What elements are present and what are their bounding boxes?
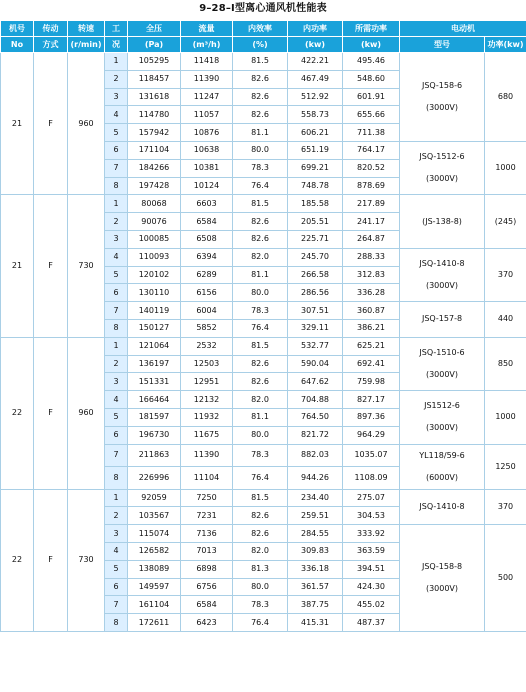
cell-efficiency: 81.5	[233, 195, 288, 213]
header-no: 机号	[1, 21, 34, 37]
cell-required-power: 1035.07	[343, 444, 400, 467]
cell-internal-power: 647.62	[288, 373, 343, 391]
cell-required-power: 964.29	[343, 426, 400, 444]
cell-flow: 11104	[181, 467, 233, 490]
cell-internal-power: 329.11	[288, 319, 343, 337]
cell-pressure: 157942	[128, 124, 181, 142]
cell-required-power: 275.07	[343, 489, 400, 507]
cell-pressure: 140119	[128, 302, 181, 320]
cell-flow: 12132	[181, 391, 233, 409]
cell-internal-power: 307.51	[288, 302, 343, 320]
cell-case: 7	[105, 596, 128, 614]
cell-efficiency: 82.6	[233, 88, 288, 106]
cell-efficiency: 82.6	[233, 106, 288, 124]
header-motor-model: 型号	[400, 37, 485, 53]
motor-model-line: (3000V)	[425, 369, 459, 379]
cell-efficiency: 82.6	[233, 507, 288, 525]
cell-required-power: 304.53	[343, 507, 400, 525]
cell-efficiency: 82.6	[233, 70, 288, 88]
cell-case: 5	[105, 124, 128, 142]
cell-efficiency: 76.4	[233, 614, 288, 632]
group-speed: 960	[68, 53, 105, 195]
cell-pressure: 150127	[128, 319, 181, 337]
cell-efficiency: 80.0	[233, 284, 288, 302]
group-drive: F	[34, 195, 68, 337]
header-no-unit: No	[1, 37, 34, 53]
cell-required-power: 827.17	[343, 391, 400, 409]
cell-efficiency: 78.3	[233, 159, 288, 177]
cell-case: 6	[105, 578, 128, 596]
cell-internal-power: 704.88	[288, 391, 343, 409]
cell-flow: 11932	[181, 408, 233, 426]
motor-model	[400, 248, 485, 301]
cell-pressure: 197428	[128, 177, 181, 195]
header-pressure: 全压	[128, 21, 181, 37]
header-speed: 转速	[68, 21, 105, 37]
cell-internal-power: 387.75	[288, 596, 343, 614]
cell-pressure: 105295	[128, 53, 181, 71]
motor-model-line: (3000V)	[425, 174, 459, 184]
cell-case: 3	[105, 373, 128, 391]
cell-internal-power: 651.19	[288, 141, 343, 159]
motor-model-line: (3000V)	[425, 102, 459, 112]
cell-pressure: 161104	[128, 596, 181, 614]
cell-internal-power: 590.04	[288, 355, 343, 373]
cell-case: 4	[105, 542, 128, 560]
motor-power: 1000	[485, 391, 526, 444]
cell-flow: 11418	[181, 53, 233, 71]
motor-model-line: JSQ-1410-8	[419, 501, 465, 511]
motor-model-line: JSQ-1510-6	[419, 347, 465, 357]
cell-required-power: 360.87	[343, 302, 400, 320]
cell-case: 6	[105, 284, 128, 302]
motor-model	[400, 489, 485, 525]
cell-flow: 7250	[181, 489, 233, 507]
cell-case: 4	[105, 248, 128, 266]
motor-power: 1250	[485, 444, 526, 489]
cell-efficiency: 81.1	[233, 124, 288, 142]
cell-required-power: 820.52	[343, 159, 400, 177]
cell-case: 5	[105, 266, 128, 284]
cell-flow: 6603	[181, 195, 233, 213]
header-internal-power: 内功率	[288, 21, 343, 37]
cell-flow: 11390	[181, 444, 233, 467]
cell-pressure: 103567	[128, 507, 181, 525]
cell-flow: 6584	[181, 213, 233, 231]
cell-required-power: 711.38	[343, 124, 400, 142]
cell-pressure: 115074	[128, 525, 181, 543]
cell-efficiency: 82.6	[233, 213, 288, 231]
cell-efficiency: 80.0	[233, 141, 288, 159]
cell-required-power: 424.30	[343, 578, 400, 596]
cell-flow: 7013	[181, 542, 233, 560]
cell-flow: 7136	[181, 525, 233, 543]
cell-pressure: 166464	[128, 391, 181, 409]
cell-required-power: 897.36	[343, 408, 400, 426]
motor-power: 440	[485, 302, 526, 338]
cell-pressure: 171104	[128, 141, 181, 159]
cell-case: 1	[105, 53, 128, 71]
cell-flow: 10876	[181, 124, 233, 142]
header-flow-unit: (m³/h)	[181, 37, 233, 53]
cell-pressure: 131618	[128, 88, 181, 106]
cell-case: 2	[105, 70, 128, 88]
cell-required-power: 548.60	[343, 70, 400, 88]
cell-flow: 10638	[181, 141, 233, 159]
cell-internal-power: 234.40	[288, 489, 343, 507]
cell-pressure: 118457	[128, 70, 181, 88]
table-row	[1, 53, 526, 71]
cell-case: 4	[105, 106, 128, 124]
cell-pressure: 90076	[128, 213, 181, 231]
cell-internal-power: 185.58	[288, 195, 343, 213]
cell-required-power: 878.69	[343, 177, 400, 195]
header-motor: 电动机	[400, 21, 526, 37]
cell-pressure: 121064	[128, 337, 181, 355]
cell-efficiency: 81.1	[233, 266, 288, 284]
motor-model	[400, 141, 485, 194]
cell-flow: 5852	[181, 319, 233, 337]
cell-required-power: 692.41	[343, 355, 400, 373]
cell-required-power: 495.46	[343, 53, 400, 71]
cell-flow: 2532	[181, 337, 233, 355]
cell-flow: 10124	[181, 177, 233, 195]
cell-efficiency: 81.1	[233, 408, 288, 426]
cell-internal-power: 467.49	[288, 70, 343, 88]
motor-model-line: (3000V)	[425, 584, 459, 594]
cell-required-power: 217.89	[343, 195, 400, 213]
cell-internal-power: 286.56	[288, 284, 343, 302]
cell-internal-power: 821.72	[288, 426, 343, 444]
cell-flow: 6584	[181, 596, 233, 614]
cell-efficiency: 81.5	[233, 337, 288, 355]
table-body	[1, 53, 526, 632]
cell-efficiency: 82.6	[233, 355, 288, 373]
group-speed: 730	[68, 489, 105, 631]
cell-required-power: 363.59	[343, 542, 400, 560]
cell-case: 1	[105, 195, 128, 213]
cell-flow: 6289	[181, 266, 233, 284]
cell-internal-power: 309.83	[288, 542, 343, 560]
cell-required-power: 764.17	[343, 141, 400, 159]
motor-power: 500	[485, 525, 526, 632]
cell-required-power: 333.92	[343, 525, 400, 543]
cell-required-power: 1108.09	[343, 467, 400, 490]
cell-internal-power: 225.71	[288, 230, 343, 248]
motor-model-line: JSQ-158-8	[421, 562, 463, 572]
cell-pressure: 226996	[128, 467, 181, 490]
motor-power: 1000	[485, 141, 526, 194]
cell-required-power: 601.91	[343, 88, 400, 106]
cell-pressure: 211863	[128, 444, 181, 467]
cell-pressure: 196730	[128, 426, 181, 444]
cell-internal-power: 558.73	[288, 106, 343, 124]
cell-flow: 11247	[181, 88, 233, 106]
group-no: 22	[1, 489, 34, 631]
cell-efficiency: 80.0	[233, 426, 288, 444]
cell-required-power: 625.21	[343, 337, 400, 355]
motor-model-line: JSQ-1410-8	[419, 258, 465, 268]
table-row	[1, 195, 526, 213]
cell-pressure: 138089	[128, 560, 181, 578]
header-pressure-unit: (Pa)	[128, 37, 181, 53]
cell-flow: 11675	[181, 426, 233, 444]
cell-required-power: 312.83	[343, 266, 400, 284]
motor-model-line: (3000V)	[425, 280, 459, 290]
motor-model-line: (3000V)	[425, 423, 459, 433]
cell-internal-power: 205.51	[288, 213, 343, 231]
cell-flow: 6756	[181, 578, 233, 596]
cell-case: 3	[105, 88, 128, 106]
cell-efficiency: 82.0	[233, 542, 288, 560]
cell-case: 8	[105, 319, 128, 337]
cell-flow: 6423	[181, 614, 233, 632]
header-case-unit: 况	[105, 37, 128, 53]
motor-model	[400, 525, 485, 632]
cell-internal-power: 748.78	[288, 177, 343, 195]
cell-efficiency: 81.5	[233, 53, 288, 71]
cell-flow: 6394	[181, 248, 233, 266]
cell-flow: 11057	[181, 106, 233, 124]
cell-case: 1	[105, 337, 128, 355]
cell-pressure: 184266	[128, 159, 181, 177]
cell-case: 2	[105, 213, 128, 231]
cell-pressure: 126582	[128, 542, 181, 560]
cell-internal-power: 266.58	[288, 266, 343, 284]
cell-efficiency: 78.3	[233, 302, 288, 320]
header-efficiency: 内效率	[233, 21, 288, 37]
cell-efficiency: 82.0	[233, 391, 288, 409]
cell-internal-power: 245.70	[288, 248, 343, 266]
cell-required-power: 655.66	[343, 106, 400, 124]
cell-internal-power: 944.26	[288, 467, 343, 490]
cell-internal-power: 699.21	[288, 159, 343, 177]
header-required-power: 所需功率	[343, 21, 400, 37]
motor-model-line: JSQ-157-8	[421, 314, 463, 324]
cell-efficiency: 78.3	[233, 444, 288, 467]
motor-model	[400, 444, 485, 489]
header-internal-power-unit: (kw)	[288, 37, 343, 53]
cell-required-power: 336.28	[343, 284, 400, 302]
table-header	[1, 21, 526, 53]
cell-efficiency: 81.3	[233, 560, 288, 578]
motor-model	[400, 302, 485, 338]
cell-flow: 12503	[181, 355, 233, 373]
cell-pressure: 181597	[128, 408, 181, 426]
cell-pressure: 114780	[128, 106, 181, 124]
cell-internal-power: 415.31	[288, 614, 343, 632]
cell-efficiency: 80.0	[233, 578, 288, 596]
cell-pressure: 130110	[128, 284, 181, 302]
cell-internal-power: 336.18	[288, 560, 343, 578]
cell-efficiency: 76.4	[233, 467, 288, 490]
cell-case: 8	[105, 177, 128, 195]
table-title: 9–28–Ⅰ型离心通风机性能表	[199, 3, 327, 14]
cell-efficiency: 82.0	[233, 248, 288, 266]
cell-case: 8	[105, 614, 128, 632]
header-drive: 传动	[34, 21, 68, 37]
cell-pressure: 80068	[128, 195, 181, 213]
cell-required-power: 241.17	[343, 213, 400, 231]
table-row	[1, 337, 526, 355]
group-no: 21	[1, 195, 34, 337]
motor-model	[400, 391, 485, 444]
motor-power: 370	[485, 248, 526, 301]
cell-case: 1	[105, 489, 128, 507]
cell-flow: 6004	[181, 302, 233, 320]
motor-model	[400, 53, 485, 142]
cell-efficiency: 76.4	[233, 177, 288, 195]
header-flow: 流量	[181, 21, 233, 37]
group-drive: F	[34, 337, 68, 489]
cell-efficiency: 78.3	[233, 596, 288, 614]
motor-power: 370	[485, 489, 526, 525]
cell-case: 3	[105, 525, 128, 543]
cell-required-power: 288.33	[343, 248, 400, 266]
cell-required-power: 264.87	[343, 230, 400, 248]
motor-power: 680	[485, 53, 526, 142]
cell-internal-power: 764.50	[288, 408, 343, 426]
cell-required-power: 386.21	[343, 319, 400, 337]
cell-case: 5	[105, 560, 128, 578]
motor-model-line: JSQ-1512-6	[419, 152, 465, 162]
cell-internal-power: 606.21	[288, 124, 343, 142]
header-required-power-unit: (kw)	[343, 37, 400, 53]
cell-internal-power: 512.92	[288, 88, 343, 106]
cell-case: 8	[105, 467, 128, 490]
header-drive-unit: 方式	[34, 37, 68, 53]
cell-internal-power: 882.03	[288, 444, 343, 467]
motor-model-line: JSQ-158-6	[421, 80, 463, 90]
header-speed-unit: (r/min)	[68, 37, 105, 53]
cell-case: 6	[105, 426, 128, 444]
cell-pressure: 149597	[128, 578, 181, 596]
header-case: 工	[105, 21, 128, 37]
group-speed: 730	[68, 195, 105, 337]
cell-case: 2	[105, 507, 128, 525]
cell-case: 4	[105, 391, 128, 409]
motor-model	[400, 195, 485, 248]
cell-case: 6	[105, 141, 128, 159]
cell-pressure: 151331	[128, 373, 181, 391]
group-no: 21	[1, 53, 34, 195]
cell-case: 5	[105, 408, 128, 426]
cell-required-power: 487.37	[343, 614, 400, 632]
motor-model-line: YL118/59-6	[419, 450, 465, 460]
cell-efficiency: 76.4	[233, 319, 288, 337]
cell-flow: 6508	[181, 230, 233, 248]
cell-flow: 12951	[181, 373, 233, 391]
cell-internal-power: 361.57	[288, 578, 343, 596]
fan-performance-table	[0, 20, 526, 632]
cell-internal-power: 532.77	[288, 337, 343, 355]
cell-pressure: 120102	[128, 266, 181, 284]
motor-model-line: (6000V)	[425, 472, 459, 482]
cell-internal-power: 422.21	[288, 53, 343, 71]
cell-pressure: 100085	[128, 230, 181, 248]
cell-case: 7	[105, 159, 128, 177]
cell-flow: 6898	[181, 560, 233, 578]
group-drive: F	[34, 489, 68, 631]
cell-pressure: 92059	[128, 489, 181, 507]
cell-efficiency: 82.6	[233, 230, 288, 248]
cell-internal-power: 284.55	[288, 525, 343, 543]
table-row	[1, 489, 526, 507]
cell-required-power: 455.02	[343, 596, 400, 614]
cell-case: 7	[105, 444, 128, 467]
cell-flow: 11390	[181, 70, 233, 88]
cell-internal-power: 259.51	[288, 507, 343, 525]
group-no: 22	[1, 337, 34, 489]
header-motor-power: 功率(kw)	[485, 37, 526, 53]
cell-pressure: 136197	[128, 355, 181, 373]
motor-model	[400, 337, 485, 390]
header-efficiency-unit: (%)	[233, 37, 288, 53]
cell-efficiency: 82.6	[233, 373, 288, 391]
cell-efficiency: 81.5	[233, 489, 288, 507]
cell-required-power: 759.98	[343, 373, 400, 391]
cell-pressure: 110093	[128, 248, 181, 266]
cell-case: 3	[105, 230, 128, 248]
cell-efficiency: 82.6	[233, 525, 288, 543]
group-speed: 960	[68, 337, 105, 489]
motor-power: 850	[485, 337, 526, 390]
group-drive: F	[34, 53, 68, 195]
cell-required-power: 394.51	[343, 560, 400, 578]
cell-flow: 10381	[181, 159, 233, 177]
cell-case: 7	[105, 302, 128, 320]
motor-power: (245)	[485, 195, 526, 248]
cell-flow: 6156	[181, 284, 233, 302]
cell-flow: 7231	[181, 507, 233, 525]
motor-model-line: (JS-138-8)	[422, 216, 462, 226]
motor-model-line: JS1512-6	[424, 401, 460, 411]
cell-case: 2	[105, 355, 128, 373]
cell-pressure: 172611	[128, 614, 181, 632]
